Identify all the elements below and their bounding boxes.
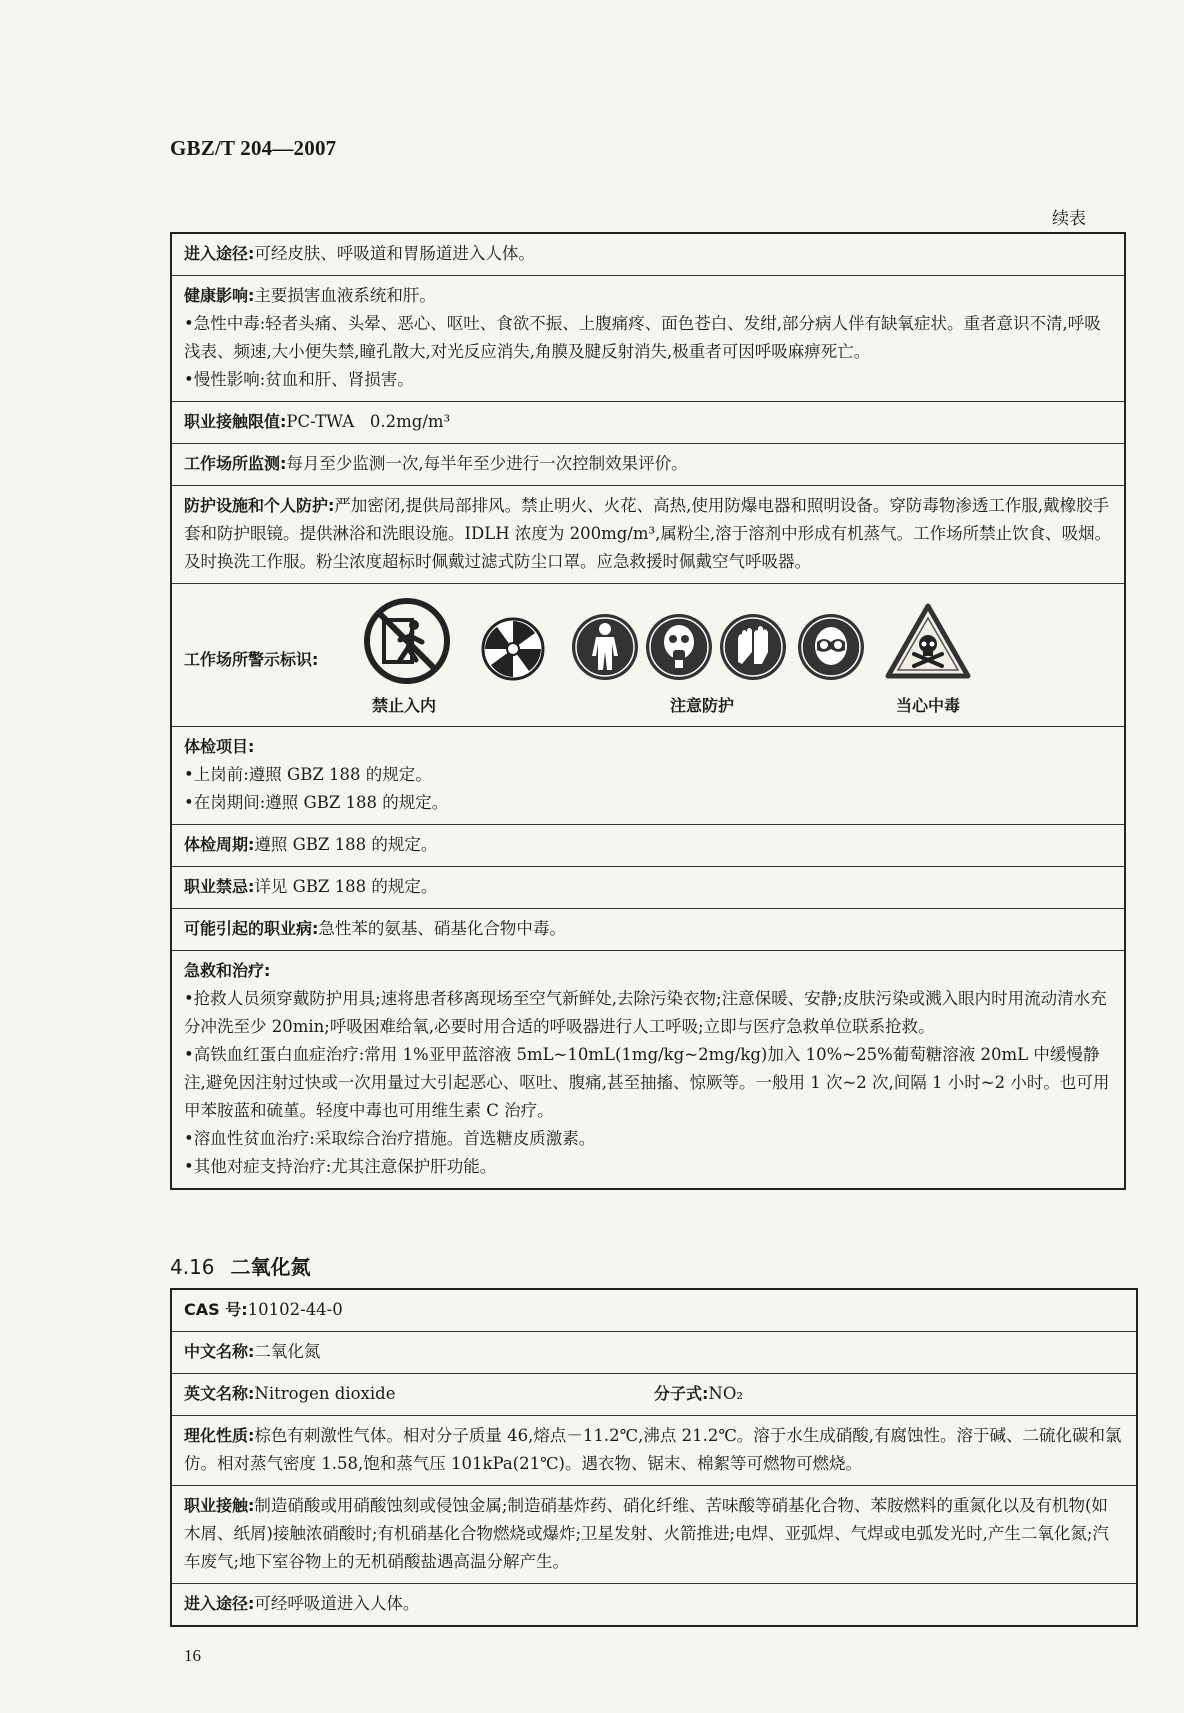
field-label: 进入途径:	[184, 1594, 255, 1613]
section-title: 二氧化氮	[230, 1255, 311, 1279]
list-item: •上岗前:遵照 GBZ 188 的规定。	[184, 765, 432, 784]
field-label: 体检项目:	[184, 737, 255, 756]
field-label: 防护设施和个人防护:	[184, 496, 335, 515]
hazard-table-no2	[170, 1288, 1138, 1627]
sign-caption-poison: 当心中毒	[896, 696, 961, 715]
page-number: 16	[184, 1646, 201, 1665]
field-value: 棕色有刺激性气体。相对分子质量 46,熔点－11.2℃,沸点 21.2℃。溶于水生成硝酸,有腐蚀性。溶于碱、二硫化碳和氯仿。相对蒸气密度 1.58,饱和蒸气压 101kPa(21℃)。遇衣物、锯末、棉絮等可燃物可燃烧。	[184, 1426, 1122, 1473]
field-label: 工作场所监测:	[184, 454, 287, 473]
table-row	[171, 233, 1125, 276]
sign-caption-no-entry: 禁止入内	[372, 696, 437, 715]
field-label: 分子式:	[654, 1384, 709, 1403]
section-number: 4.16	[170, 1255, 215, 1279]
table-row	[171, 1584, 1137, 1627]
table-row	[171, 825, 1125, 867]
field-label: 健康影响:	[184, 286, 255, 305]
field-value: 严加密闭,提供局部排风。禁止明火、火花、高热,使用防爆电器和照明设备。穿防毒物渗透工作服,戴橡胶手套和防护眼镜。提供淋浴和洗眼设施。IDLH 浓度为 200mg/m³,属粉尘,溶于溶剂中形成有机蒸气。工作场所禁止饮食、吸烟。及时换洗工作服。粉尘浓度超标时佩戴过滤式防尘口罩。应急救援时佩戴空气呼吸器。	[184, 496, 1112, 571]
table-row	[171, 1374, 1137, 1416]
table-row	[171, 951, 1125, 1190]
field-label: 职业禁忌:	[184, 877, 255, 896]
list-item: •在岗期间:遵照 GBZ 188 的规定。	[184, 793, 449, 812]
field-label: 体检周期:	[184, 835, 255, 854]
field-value: PC-TWA 0.2mg/m³	[286, 412, 451, 431]
table-row	[171, 1486, 1137, 1584]
sign-caption-protection: 注意防护	[670, 696, 735, 715]
field-label: 进入途径:	[184, 244, 255, 263]
field-value: 每月至少监测一次,每半年至少进行一次控制效果评价。	[286, 454, 688, 473]
table-row	[171, 1332, 1137, 1374]
table-row	[171, 402, 1125, 444]
field-value: 制造硝酸或用硝酸蚀刻或侵蚀金属;制造硝基炸药、硝化纤维、苦味酸等硝基化合物、苯胺燃料的重氮化以及有机物(如木屑、纸屑)接触浓硝酸时;有机硝基化合物燃烧或爆炸;卫星发射、火箭推进;电焊、亚弧焊、气焊或电弧发光时,产生二氧化氮;汽车废气;地下室谷物上的无机硝酸盐遇高温分解产生。	[184, 1496, 1109, 1571]
list-item: •其他对症支持治疗:尤其注意保护肝功能。	[184, 1157, 497, 1176]
list-item: •抢救人员须穿戴防护用具;速将患者移离现场至空气新鲜处,去除污染衣物;注意保暖、安静;皮肤污染或溅入眼内时用流动清水充分冲洗至少 20min;呼吸困难给氧,必要时用合适的呼吸器进行人工呼吸;立即与医疗急救单位联系抢救。	[184, 989, 1107, 1036]
field-value: 急性苯的氨基、硝基化合物中毒。	[318, 919, 566, 938]
no-entry-icon	[364, 598, 450, 684]
continued-label: 续表	[1052, 209, 1086, 229]
goggles-icon	[796, 612, 866, 682]
table-row	[171, 727, 1125, 825]
table-row	[171, 867, 1125, 909]
field-value: 遵照 GBZ 188 的规定。	[254, 835, 438, 854]
field-label: 职业接触:	[184, 1496, 255, 1515]
field-value: 可经皮肤、呼吸道和胃肠道进入人体。	[254, 244, 535, 263]
field-label: 中文名称:	[184, 1342, 255, 1361]
section-heading	[170, 1251, 311, 1280]
field-label: 急救和治疗:	[184, 961, 271, 980]
field-value: 10102-44-0	[247, 1300, 343, 1319]
field-label: CAS 号:	[184, 1300, 248, 1319]
field-value: 可经呼吸道进入人体。	[254, 1594, 420, 1613]
field-label: 职业接触限值:	[184, 412, 287, 431]
table-row	[171, 1289, 1137, 1332]
table-row	[171, 1416, 1137, 1486]
list-item: •高铁血红蛋白血症治疗:常用 1%亚甲蓝溶液 5mL~10mL(1mg/kg~2mg/kg)加入 10%~25%葡萄糖溶液 20mL 中缓慢静注,避免因注射过快或一次用量过大引起恶心、呕吐、腹痛,甚至抽搐、惊厥等。一般用 1 次~2 次,间隔 1 小时~2 小时。也可用甲苯胺蓝和硫堇。轻度中毒也可用维生素 C 治疗。	[184, 1045, 1110, 1120]
table-row	[171, 444, 1125, 486]
table-row	[171, 486, 1125, 584]
ventilation-icon	[480, 616, 546, 682]
list-item: •溶血性贫血治疗:采取综合治疗措施。首选糖皮质激素。	[184, 1129, 596, 1148]
gas-mask-icon	[644, 612, 714, 682]
field-value: NO₂	[708, 1384, 743, 1403]
table-row	[171, 276, 1125, 402]
protective-suit-icon	[570, 612, 640, 682]
list-item: •急性中毒:轻者头痛、头晕、恶心、呕吐、食欲不振、上腹痛疼、面色苍白、发绀,部分病人伴有缺氧症状。重者意识不清,呼吸浅表、频速,大小便失禁,瞳孔散大,对光反应消失,角膜及腱反射消失,极重者可因呼吸麻痹死亡。	[184, 314, 1101, 361]
field-label: 英文名称:	[184, 1384, 255, 1403]
field-label: 工作场所警示标识:	[184, 650, 319, 669]
standard-code: GBZ/T 204—2007	[170, 136, 337, 160]
table-row	[171, 584, 1125, 727]
gloves-icon	[718, 612, 788, 682]
field-value: 二氧化氮	[254, 1342, 321, 1361]
hazard-table-continued	[170, 232, 1126, 1190]
field-value: 主要损害血液系统和肝。	[254, 286, 436, 305]
field-value: 详见 GBZ 188 的规定。	[254, 877, 438, 896]
toxic-warning-icon	[884, 602, 972, 682]
field-label: 理化性质:	[184, 1426, 255, 1445]
table-row	[171, 909, 1125, 951]
list-item: •慢性影响:贫血和肝、肾损害。	[184, 370, 414, 389]
field-label: 可能引起的职业病:	[184, 919, 319, 938]
field-value: Nitrogen dioxide	[254, 1384, 396, 1403]
warning-signs	[184, 592, 1112, 722]
